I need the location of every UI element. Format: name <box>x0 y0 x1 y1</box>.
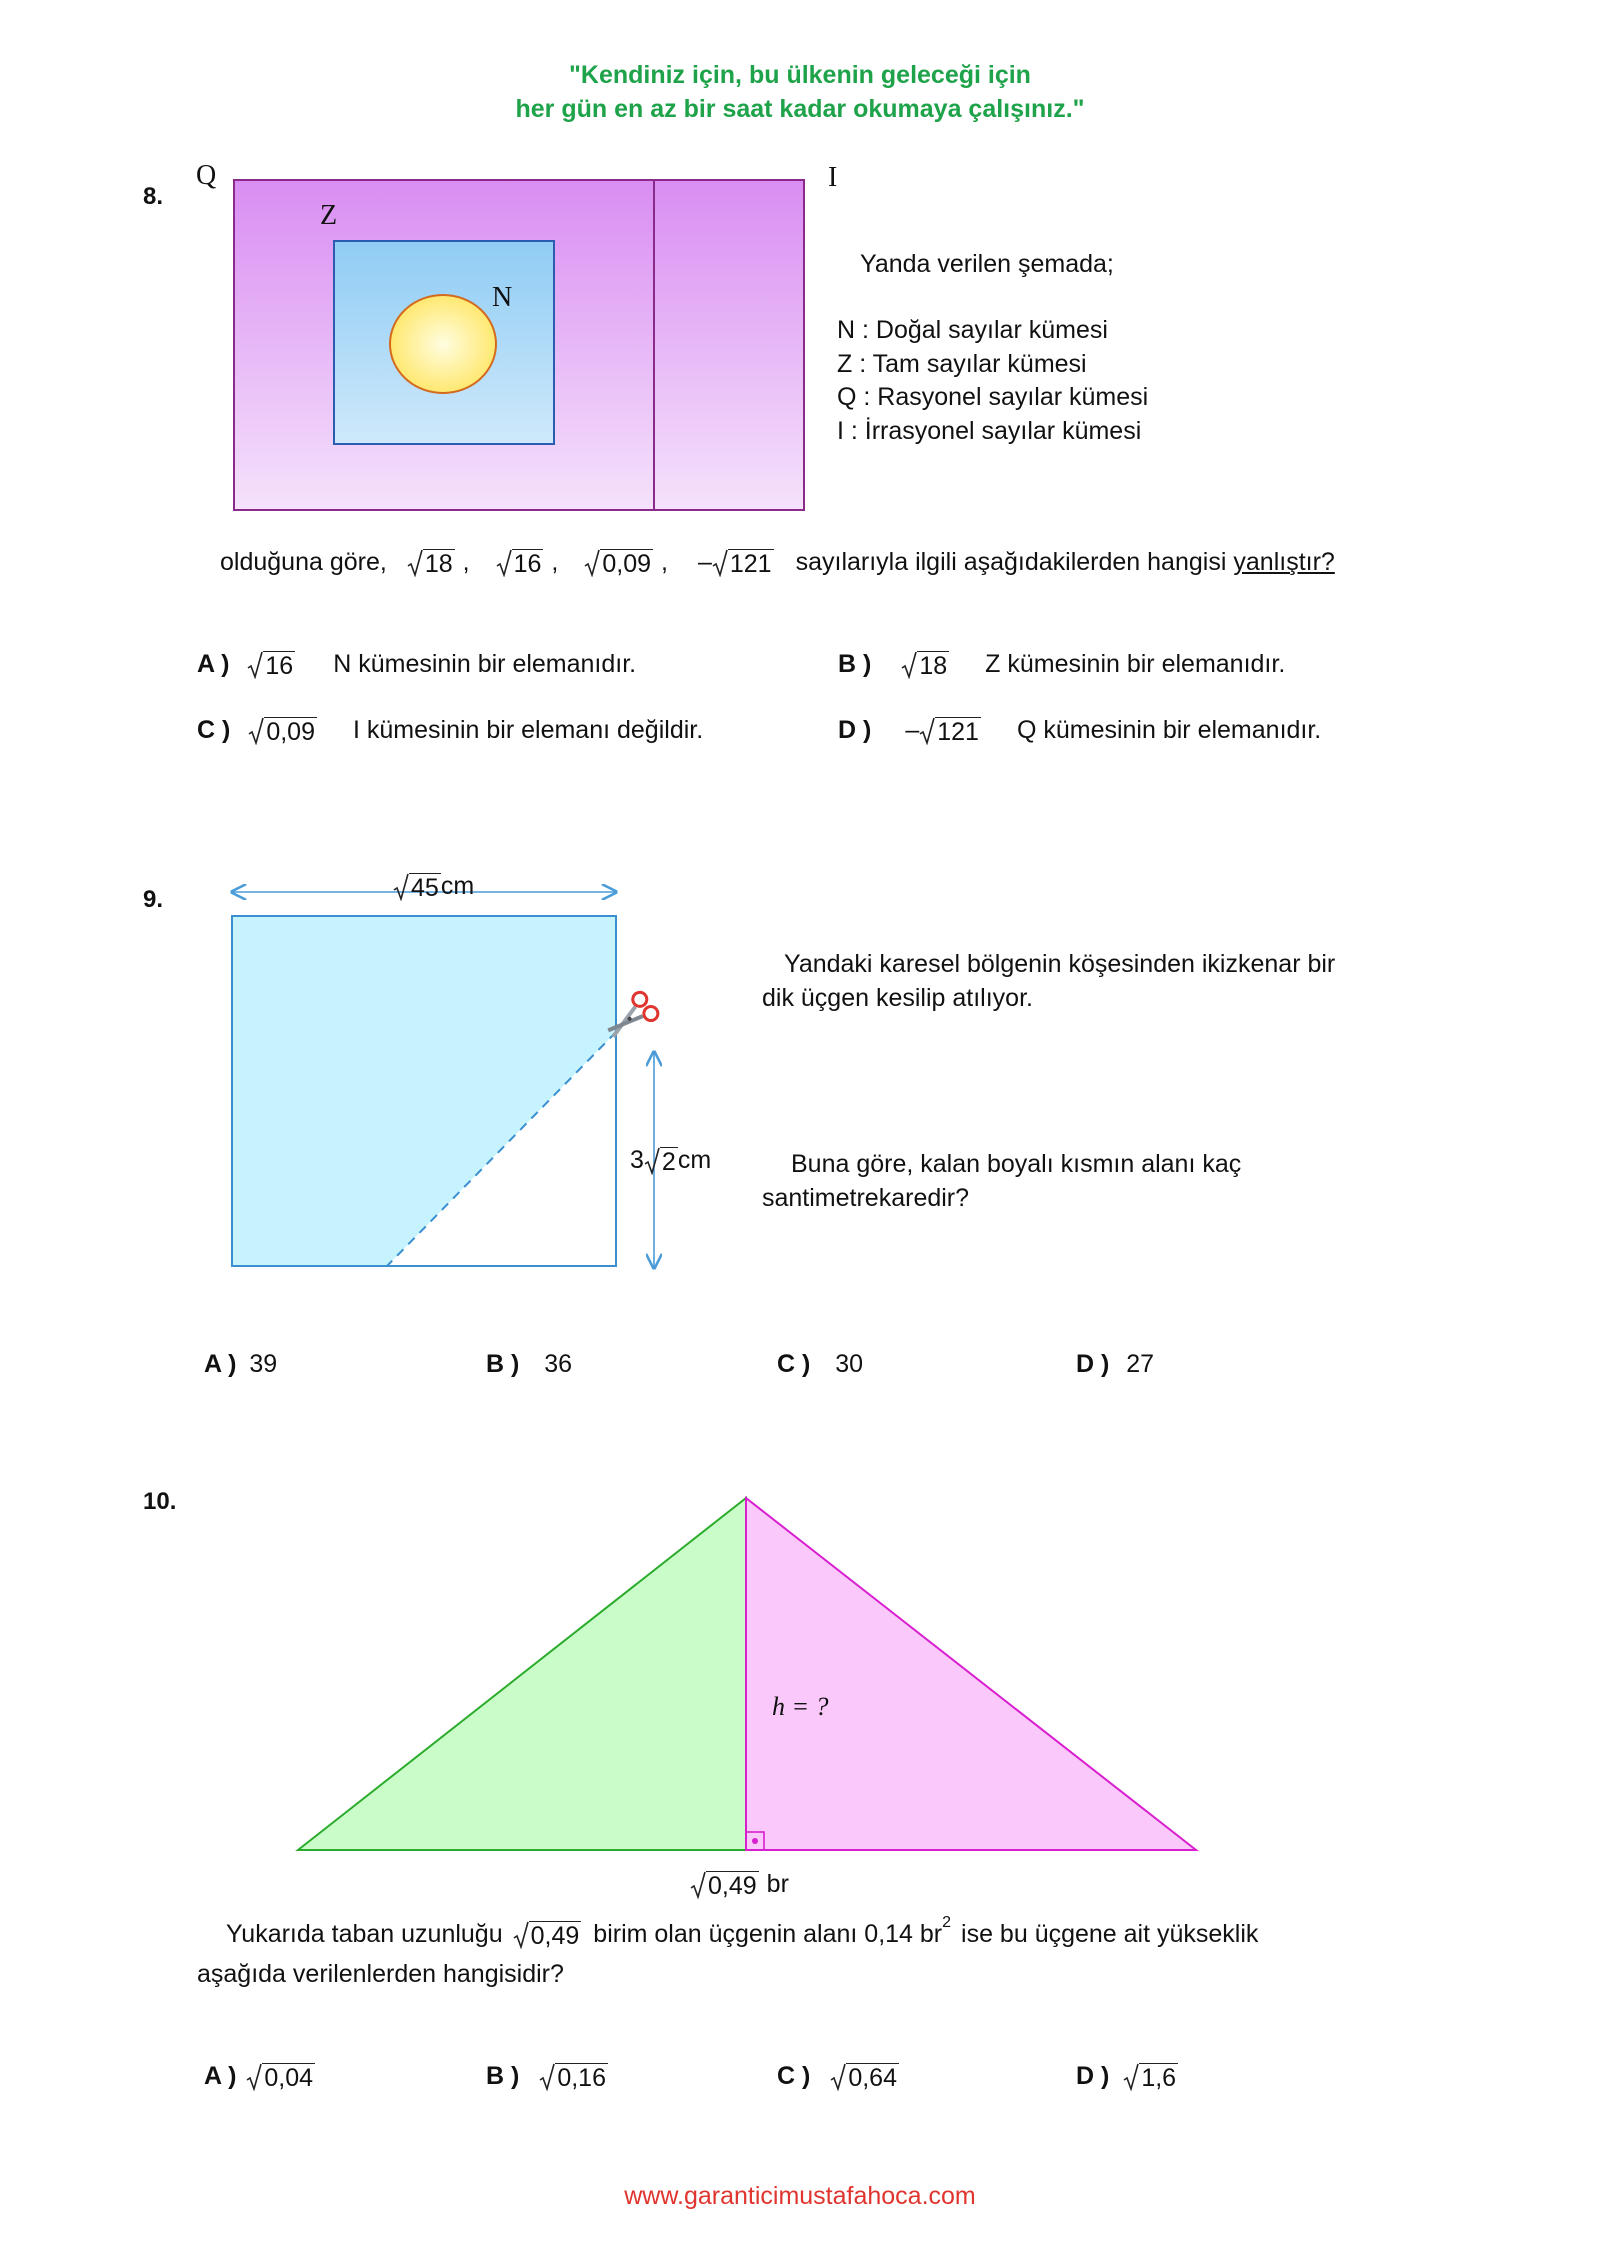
superscript: 2 <box>942 1914 952 1931</box>
q8-question-prefix: olduğuna göre, <box>220 548 387 576</box>
radicand: 0,04 <box>264 2064 314 2092</box>
coefficient: 3 <box>630 1146 644 1174</box>
radicand: 45 <box>411 874 439 902</box>
sqrt-16 <box>496 549 544 577</box>
sqrt-18 <box>407 549 455 577</box>
radicand: 1,6 <box>1141 2064 1177 2092</box>
option-letter: B ) <box>486 2062 520 2090</box>
minus-sign: – <box>697 548 712 576</box>
radicand: 0,49 <box>530 1922 580 1950</box>
question-text: Yukarıda taban uzunluğu <box>226 1920 503 1948</box>
label-q: Q <box>196 160 217 191</box>
option-letter: A ) <box>197 650 230 678</box>
option-text: N kümesinin bir elemanıdır. <box>333 650 637 678</box>
radicand: 0,49 <box>708 1872 757 1900</box>
minus-sign: – <box>905 716 920 744</box>
q8-intro: Yanda verilen şemada; <box>860 250 1114 278</box>
unit: br <box>766 1870 789 1898</box>
radicand: 16 <box>265 652 294 680</box>
q10-option-c[interactable] <box>777 2062 899 2091</box>
sqrt-0-64 <box>830 2063 899 2091</box>
q8-option-a[interactable] <box>197 650 636 679</box>
option-letter: D ) <box>1076 2062 1110 2090</box>
sqrt-0-49 <box>690 1871 759 1899</box>
option-text: Q kümesinin bir elemanıdır. <box>1016 716 1322 744</box>
radicand: 121 <box>729 550 772 578</box>
unit: cm <box>677 1146 712 1174</box>
sqrt-121 <box>712 549 774 577</box>
option-letter: C ) <box>777 2062 811 2090</box>
option-letter: B ) <box>838 650 872 678</box>
radicand: 121 <box>937 718 979 746</box>
q8-def-q: Q : Rasyonel sayılar kümesi <box>837 383 1149 411</box>
q8-def-i: I : İrrasyonel sayılar kümesi <box>837 417 1142 445</box>
q9-option-a[interactable] <box>204 1350 277 1379</box>
set-n-region <box>390 295 496 393</box>
q9-p2-line2: santimetrekaredir? <box>762 1184 970 1212</box>
q8-question-suffix: sayılarıyla ilgili aşağıdakilerden hangisi <box>795 548 1227 576</box>
sqrt-1-6 <box>1123 2063 1178 2091</box>
radicand: 18 <box>919 652 948 680</box>
option-letter: B ) <box>486 1350 520 1378</box>
sqrt-16 <box>247 651 295 679</box>
triangle-figure <box>290 1485 1210 1855</box>
option-value: 30 <box>835 1350 864 1378</box>
label-i: I <box>828 162 838 193</box>
q10-option-a[interactable] <box>204 2062 315 2091</box>
option-letter: A ) <box>204 1350 237 1378</box>
q9-option-b[interactable] <box>486 1350 572 1379</box>
q8-option-b[interactable] <box>838 650 1285 679</box>
option-letter: D ) <box>838 716 872 744</box>
option-value: 36 <box>544 1350 573 1378</box>
q8-question-underlined: yanlıştır? <box>1233 548 1335 576</box>
radicand: 2 <box>661 1148 676 1176</box>
q9-side-dimension <box>630 1146 711 1175</box>
sqrt-0-16 <box>539 2063 608 2091</box>
set-i-region <box>654 180 804 510</box>
q9-option-c[interactable] <box>777 1350 863 1379</box>
q8-def-z: Z : Tam sayılar kümesi <box>837 350 1087 378</box>
triangle-right-part <box>746 1498 1196 1850</box>
sqrt-2 <box>644 1147 678 1175</box>
sqrt-18 <box>901 651 949 679</box>
comma: , <box>462 548 470 576</box>
radicand: 0,09 <box>266 718 315 746</box>
q9-p1-line1: Yandaki karesel bölgenin köşesinden ikizkenar bir <box>784 950 1336 978</box>
q8-def-n: N : Doğal sayılar kümesi <box>837 316 1108 344</box>
question-text: birim olan üçgenin alanı 0,14 br <box>593 1920 943 1948</box>
q10-option-d[interactable] <box>1076 2062 1178 2091</box>
radicand: 16 <box>513 550 542 578</box>
q10-question-line1 <box>226 1914 1259 1950</box>
question-text: ise bu üçgene ait yükseklik <box>961 1920 1259 1948</box>
option-text: Z kümesinin bir elemanıdır. <box>985 650 1286 678</box>
q9-p1-line2: dik üçgen kesilip atılıyor. <box>762 984 1033 1012</box>
q10-question-line2: aşağıda verilenlerden hangisidir? <box>197 1960 564 1988</box>
option-letter: C ) <box>777 1350 811 1378</box>
option-letter: C ) <box>197 716 231 744</box>
q9-option-d[interactable] <box>1076 1350 1154 1379</box>
option-letter: A ) <box>204 2062 237 2090</box>
radicand: 18 <box>424 550 453 578</box>
square-figure <box>220 870 700 1290</box>
right-angle-dot <box>752 1838 758 1844</box>
sqrt-0-09 <box>248 717 317 745</box>
sqrt-121 <box>919 717 981 745</box>
unit: cm <box>440 872 475 900</box>
sqrt-0-09 <box>584 549 653 577</box>
q8-option-d[interactable] <box>838 716 1321 745</box>
triangle-left-part <box>298 1498 746 1850</box>
q10-base-label <box>690 1870 789 1899</box>
q8-option-c[interactable] <box>197 716 703 745</box>
option-letter: D ) <box>1076 1350 1110 1378</box>
comma: , <box>551 548 559 576</box>
option-text: I kümesinin bir elemanı değildir. <box>353 716 704 744</box>
q9-top-dimension <box>393 872 474 901</box>
question-8-number: 8. <box>143 183 164 210</box>
q9-p2-line1: Buna göre, kalan boyalı kısmın alanı kaç <box>791 1150 1242 1178</box>
label-z: Z <box>320 200 338 231</box>
footer-website-link[interactable]: www.garanticimustafahoca.com <box>624 2182 976 2210</box>
comma: , <box>661 548 668 576</box>
q8-question <box>220 548 1335 577</box>
radicand: 0,64 <box>848 2064 897 2092</box>
question-10-number: 10. <box>143 1488 177 1515</box>
label-n: N <box>492 282 513 313</box>
sqrt-0-04 <box>246 2063 315 2091</box>
option-value: 39 <box>249 1350 278 1378</box>
header-quote-line1: "Kendiniz için, bu ülkenin geleceği için <box>569 61 1031 89</box>
set-diagram <box>190 160 840 520</box>
radicand: 0,09 <box>602 550 652 578</box>
option-value: 27 <box>1126 1350 1155 1378</box>
header-quote-line2: her gün en az bir saat kadar okumaya çalışınız." <box>515 95 1085 123</box>
q10-option-b[interactable] <box>486 2062 608 2091</box>
sqrt-45 <box>393 873 441 901</box>
radicand: 0,16 <box>557 2064 606 2092</box>
question-9-number: 9. <box>143 886 164 913</box>
sqrt-0-49 <box>513 1921 582 1949</box>
height-label: h = ? <box>772 1692 829 1721</box>
